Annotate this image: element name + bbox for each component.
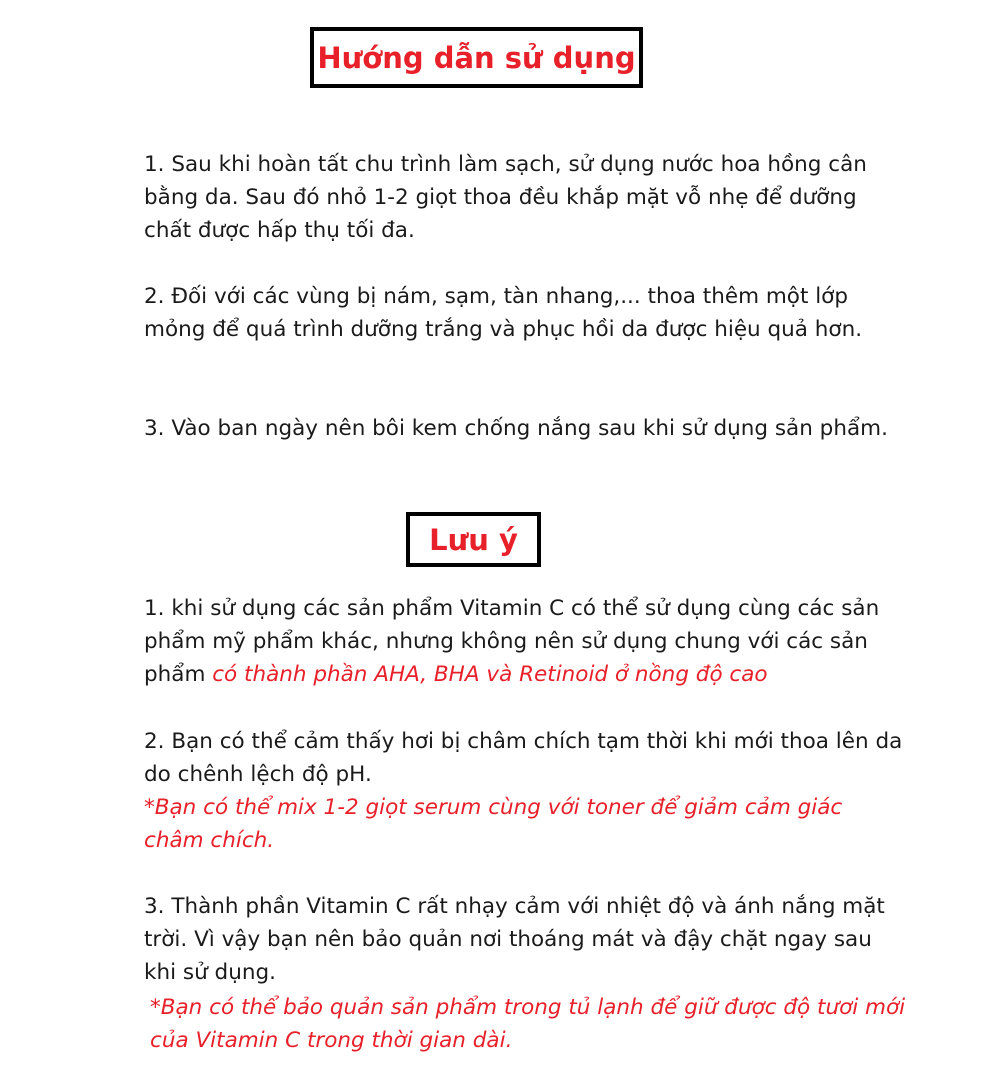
note-1-text: 1. khi sử dụng các sản phẩm Vitamin C có thể sử dụng cùng các sản phẩm mỹ phẩm khác, nhưng không nên sử dụng chung với các sản phẩm bbox=[144, 596, 880, 687]
note-3: 3. Thành phần Vitamin C rất nhạy cảm với nhiệt độ và ánh nắng mặt trời. Vì vậy bạn nên bảo quản nơi thoáng mát và đậy chặt ngay sau khi sử dụng. bbox=[144, 894, 885, 985]
usage-title bbox=[310, 27, 643, 88]
notes-title-text: Lưu ý bbox=[429, 522, 518, 557]
note-3-tip: *Bạn có thể bảo quản sản phẩm trong tủ lạnh để giữ được độ tươi mới của Vitamin C trong thời gian dài. bbox=[150, 995, 906, 1053]
note-1 bbox=[144, 592, 904, 691]
note-1-highlight: có thành phần AHA, BHA và Retinoid ở nồng độ cao bbox=[212, 662, 768, 687]
notes-title bbox=[406, 512, 541, 567]
usage-step-3: 3. Vào ban ngày nên bôi kem chống nắng sau khi sử dụng sản phẩm. bbox=[144, 416, 888, 441]
usage-step-2: 2. Đối với các vùng bị nám, sạm, tàn nhang,... thoa thêm một lớp mỏng để quá trình dưỡng trắng và phục hồi da được hiệu quả hơn. bbox=[144, 284, 863, 342]
note-2-tip: *Bạn có thể mix 1-2 giọt serum cùng với toner để giảm cảm giác châm chích. bbox=[144, 795, 843, 853]
usage-step-1: 1. Sau khi hoàn tất chu trình làm sạch, sử dụng nước hoa hồng cân bằng da. Sau đó nhỏ 1-2 giọt thoa đều khắp mặt vỗ nhẹ để dưỡng chất được hấp thụ tối đa. bbox=[144, 152, 867, 243]
usage-title-text: Hướng dẫn sử dụng bbox=[317, 40, 636, 75]
note-2: 2. Bạn có thể cảm thấy hơi bị châm chích tạm thời khi mới thoa lên da do chênh lệch độ pH. bbox=[144, 729, 903, 787]
